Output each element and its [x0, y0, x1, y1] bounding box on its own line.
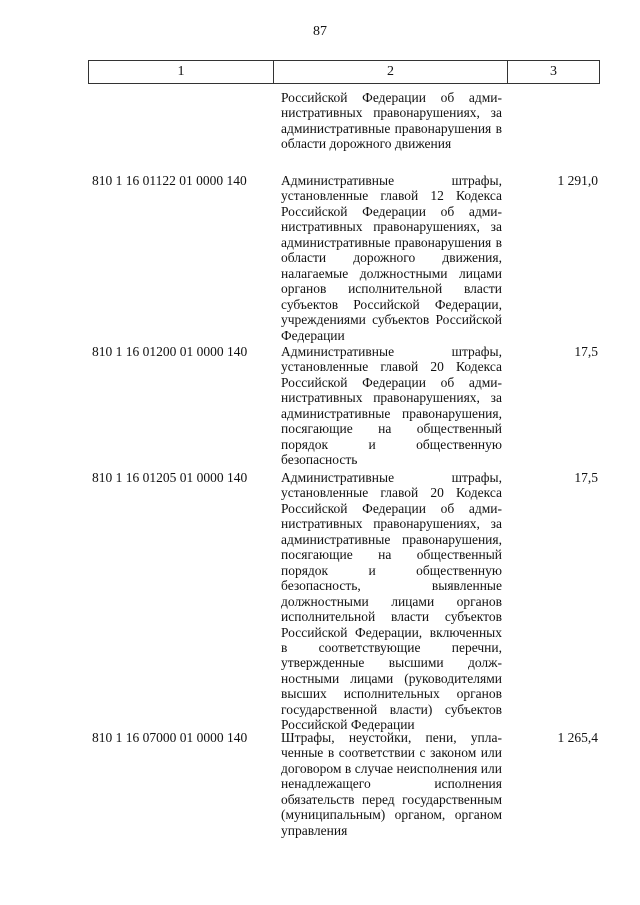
- header-col-3: 3: [550, 64, 557, 79]
- row-amount: 1 291,0: [557, 173, 598, 188]
- page-number: 87: [313, 24, 327, 39]
- row-description: Административные штрафы, установленные главой 20 Кодекса Российской Федерации об административных правонарушениях, за административные правонарушения, посягающие на общественный порядок и общественную безопасность: [281, 344, 502, 468]
- row-amount: 1 265,4: [557, 730, 598, 745]
- row-description: Штрафы, неустойки, пени, уплаченные в соответствии с законом или договором в случае неисполнения или ненадлежащего исполнения обязательств перед государственным (муниципальным) органом, органом управления: [281, 730, 502, 838]
- row-code: 810 1 16 07000 01 0000 140: [92, 730, 248, 745]
- header-col-2: 2: [274, 61, 508, 83]
- row-amount: 17,5: [574, 344, 598, 359]
- table-header: [88, 60, 600, 84]
- row-description: Административные штрафы, установленные главой 20 Кодекса Российской Федерации об административных правонарушениях, за административные правонарушения, посягающие на общественный порядок и общественную безопасность, выявленные должностными лицами органов исполнительной власти субъектов Российской Федерации, включенных в соответствующие перечни, утвержденные высшими должностными лицами (руководителями высших исполнительных органов государственной власти) субъектов Российской Федерации: [281, 470, 502, 733]
- row-description: Российской Федерации об административных правонарушениях, за административные правонарушения в области дорожного движения: [281, 90, 502, 152]
- row-code: 810 1 16 01122 01 0000 140: [92, 173, 247, 188]
- row-description: Административные штрафы, установленные главой 12 Кодекса Российской Федерации об административных правонарушениях, за административные правонарушения в области дорожного движения, налагаемые должностными лицами органов исполнительной власти субъектов Российской Федерации, учреждениями субъектов Российской Федерации: [281, 173, 502, 343]
- row-code: 810 1 16 01205 01 0000 140: [92, 470, 248, 485]
- header-col-1: 1: [89, 61, 274, 83]
- row-amount: 17,5: [574, 470, 598, 485]
- row-code: 810 1 16 01200 01 0000 140: [92, 344, 248, 359]
